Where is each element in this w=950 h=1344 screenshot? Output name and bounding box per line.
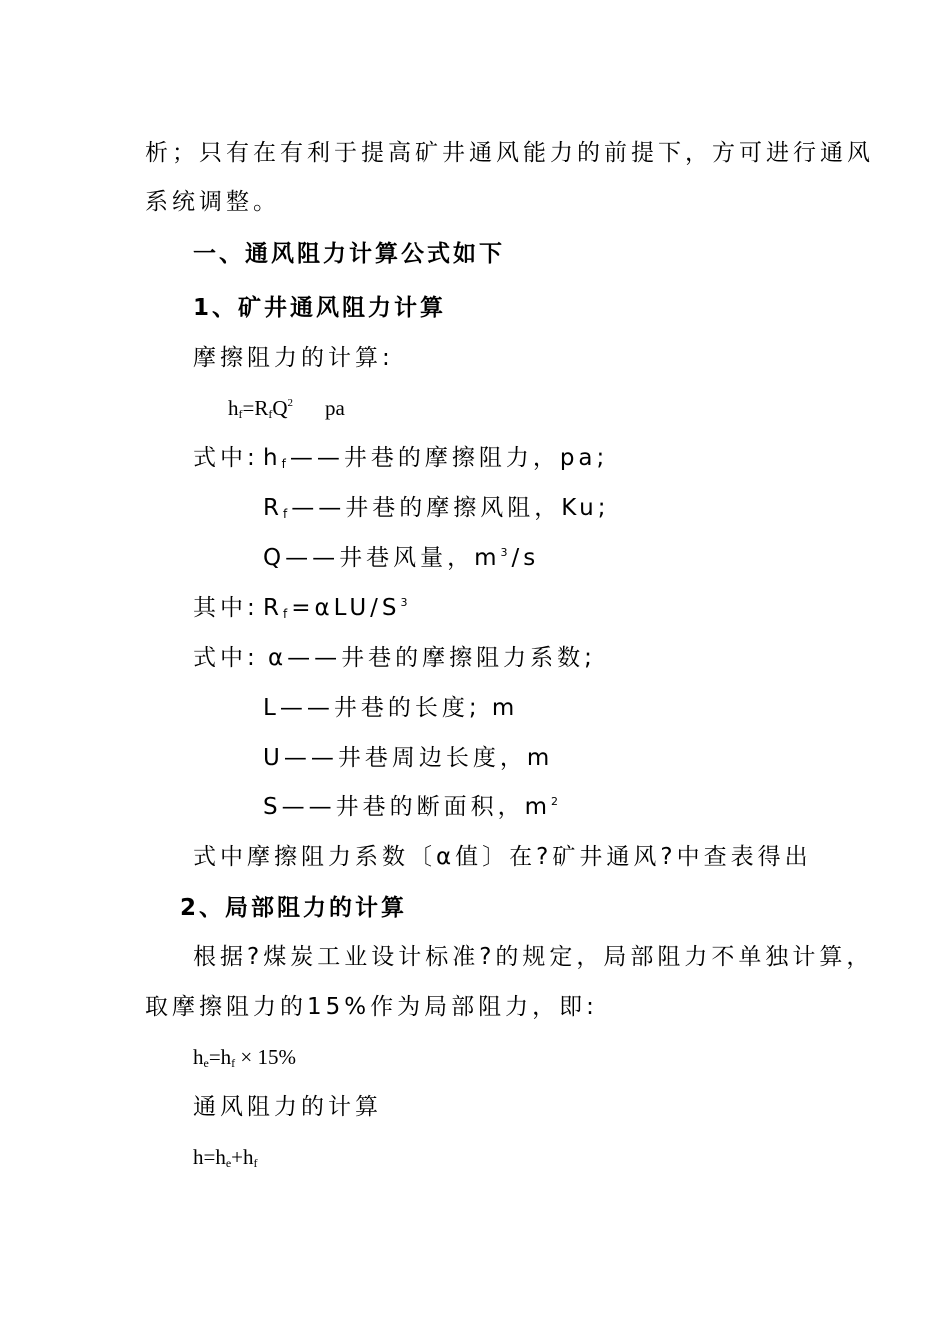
subsection-heading: 2、局部阻力的计算 <box>180 895 408 921</box>
friction-title: 摩擦阻力的计算: <box>193 345 394 371</box>
subsection-heading: 1、矿井通风阻力计算 <box>193 295 447 321</box>
definition-s: S——井巷的断面积，$m^2$ <box>263 794 563 820</box>
section-heading: 一、通风阻力计算公式如下 <box>193 241 505 267</box>
definition-rf: $R_f——$井巷的摩擦风阻，Ku; <box>263 495 610 521</box>
definition-hf: $h_f——$井巷的摩擦阻力，pa; <box>263 445 609 471</box>
paragraph-line: 析；只有在有利于提高矿井通风能力的前提下，方可进行通风 <box>145 140 874 166</box>
paragraph-line: 取摩擦阻力的15%作为局部阻力，即: <box>145 994 598 1020</box>
definition-alpha: α——井巷的摩擦阻力系数; <box>268 645 596 671</box>
where-block-2: 其中: <box>193 595 259 621</box>
formula-rf: $R_f=\alpha LU/S^3$ <box>263 595 412 621</box>
formula-friction: $h_f=R_fQ^2$ pa <box>228 396 345 421</box>
paragraph-line: 根据?煤炭工业设计标准?的规定，局部阻力不单独计算， <box>193 944 874 970</box>
where-block-3: 式中: <box>193 645 259 671</box>
definition-q: Q——井巷风量，$m^3/s$ <box>263 545 540 571</box>
definition-l: L——井巷的长度; m <box>263 695 519 721</box>
formula-total: $h=h_e+h_f$ <box>193 1145 258 1170</box>
paragraph-line: 系统调整。 <box>145 189 280 215</box>
total-title: 通风阻力的计算 <box>193 1094 382 1120</box>
note: 式中摩擦阻力系数〔α值〕在?矿井通风?中查表得出 <box>193 844 812 870</box>
definition-u: U——井巷周边长度，m <box>263 745 554 771</box>
formula-local: $h_e=h_f \times 15\%$ <box>193 1045 297 1070</box>
where-block-1: 式中: <box>193 445 259 471</box>
